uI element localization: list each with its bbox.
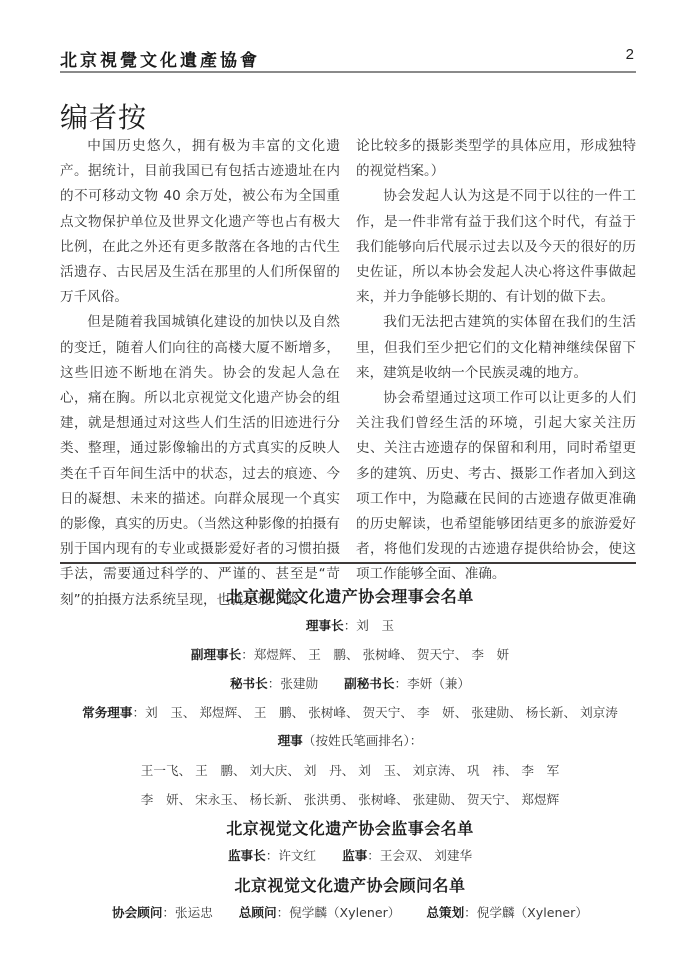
header-rule (60, 71, 636, 73)
section-divider (60, 562, 636, 564)
directors-heading (40, 730, 660, 749)
colon: ： (162, 905, 175, 920)
paragraph: 协会希望通过这项工作可以让更多的人们关注我们曾经生活的环境，引起大家关注历史、关注古迹遗存的保留和利用，同时希望更多的建筑、历史、考古、摄影工作者加入到这项工作中，为隐藏在民间的古迹遗存做更准确的历史解读，也希望能够团结更多的旅游爱好者，将他们发现的古迹遗存提供给协会，使这项工作能够全面、准确。 (356, 390, 636, 583)
running-header (60, 46, 636, 70)
colon: ： (267, 676, 281, 691)
directors-row (40, 789, 660, 808)
paragraph: 我们无法把古建筑的实体留在我们的生活里，但我们至少把它们的文化精神继续保留下来，建筑是收纳一个民族灵魂的地方。 (356, 314, 636, 381)
paragraph: 中国历史悠久，拥有极为丰富的文化遗产。据统计，目前我国已有包括古迹遗址在内的不可移动文物 40 余万处，被公布为全国重点文物保护单位及世界文化遗产等也占有极大比例，在此之外还有更多散落在各地的古代生活遗存、古民居及生活在那里的人们所保留的万千风俗。 (60, 138, 340, 306)
vice-chairmen-line (40, 644, 660, 663)
supervisors-title: 北京视觉文化遗产协会监事会名单 (226, 819, 474, 838)
deputy-secretary-names: 李妍（兼） (407, 676, 471, 691)
advisor-names: 张运忠 (175, 905, 213, 920)
secretary-general-names: 张建勋 (280, 676, 319, 691)
directors-row (40, 760, 660, 779)
chief-supervisor-label: 监事长 (227, 848, 266, 863)
secretary-line (40, 673, 660, 692)
supervisors-names: 王会双、 刘建华 (379, 848, 473, 863)
colon: ： (132, 705, 146, 720)
vice-chairmen-names: 郑煜辉、 王 鹏、 张树峰、 贺天宁、 李 妍 (253, 647, 510, 662)
colon: ： (265, 848, 279, 863)
directors-note: （按姓氏笔画排名）： (302, 733, 423, 748)
standing-directors-names: 刘 玉、 郑煜辉、 王 鹏、 张树峰、 贺天宁、 李 妍、 张建勋、 杨长新、 刘京涛 (145, 705, 618, 720)
directors-names: 李 妍、 宋永玉、 杨长新、 张洪勇、 张树峰、 张建勋、 贺天宁、 郑煜辉 (140, 792, 560, 807)
vice-chairmen-label: 副理事长 (190, 647, 242, 662)
council-title: 北京视觉文化遗产协会理事会名单 (226, 587, 474, 606)
secretary-general-label: 秘书长 (229, 676, 268, 691)
organization-name: 北京視覺文化遺產協會 (60, 51, 260, 71)
advisors-title: 北京视觉文化遗产协会顾问名单 (234, 876, 466, 895)
advisors-roster (40, 873, 660, 896)
colon: ： (367, 848, 380, 863)
chief-supervisor-names: 许文红 (278, 848, 317, 863)
supervisors-roster (40, 816, 660, 839)
colon: ： (394, 676, 408, 691)
page-number: 2 (625, 46, 634, 63)
standing-directors-label: 常务理事 (82, 705, 133, 720)
chief-advisor-names: 倪学麟（Xylener） (289, 905, 401, 920)
left-column (60, 134, 340, 613)
chief-planner-names: 倪学麟（Xylener） (476, 905, 588, 920)
chairman-names: 刘 玉 (356, 618, 395, 633)
standing-directors-line (40, 702, 660, 721)
paragraph: 协会发起人认为这是不同于以往的一件工作，是一件非常有益于我们这个时代，有益于我们能够向后代展示过去以及今天的很好的历史佐证，所以本协会发起人决心将这件事做起来，并力争能够长期的、有计划的做下去。 (356, 188, 636, 306)
chairman-label: 理事长 (305, 618, 344, 633)
directors-label: 理事 (277, 733, 303, 748)
right-column (356, 134, 636, 588)
advisor-label: 协会顾问 (112, 905, 163, 920)
section-title: 编者按 (60, 101, 148, 134)
paragraph: 但是随着我国城镇化建设的加快以及自然的变迁，随着人们向往的高楼大厦不断增多，这些旧迹不断地在消失。协会的发起人急在心，痛在胸。所以北京视觉文化遗产协会的组建，就是想通过对这些人们生活的旧迹进行分类、整理，通过影像输出的方式真实的反映人类在千百年间生活中的状态，过去的痕迹、今日的凝想、未来的描述。向群众展现一个真实的影像，真实的历史。（当然这种影像的拍摄有别于国内现有的专业或摄影爱好者的习惯拍摄手法，需要通过科学的、严谨的、甚至是“苛刻”的拍摄方法系统呈现，也就是现下谈 (60, 314, 340, 608)
supervisors-line (40, 845, 660, 864)
colon: ： (241, 647, 254, 662)
paragraph-continued: 论比较多的摄影类型学的具体应用，形成独特的视觉档案。） (356, 138, 636, 180)
council-roster (40, 584, 660, 607)
colon: ： (464, 905, 477, 920)
colon: ： (276, 905, 290, 920)
supervisors-label: 监事 (342, 848, 368, 863)
colon: ： (343, 618, 357, 633)
directors-names: 王一飞、 王 鹏、 刘大庆、 刘 丹、 刘 玉、 刘京涛、 巩 祎、 李 军 (140, 763, 560, 778)
chief-planner-label: 总策划 (426, 905, 465, 920)
deputy-secretary-label: 副秘书长 (344, 676, 395, 691)
advisors-line (40, 902, 660, 921)
chief-advisor-label: 总顾问 (238, 905, 277, 920)
chairman-line (40, 615, 660, 634)
